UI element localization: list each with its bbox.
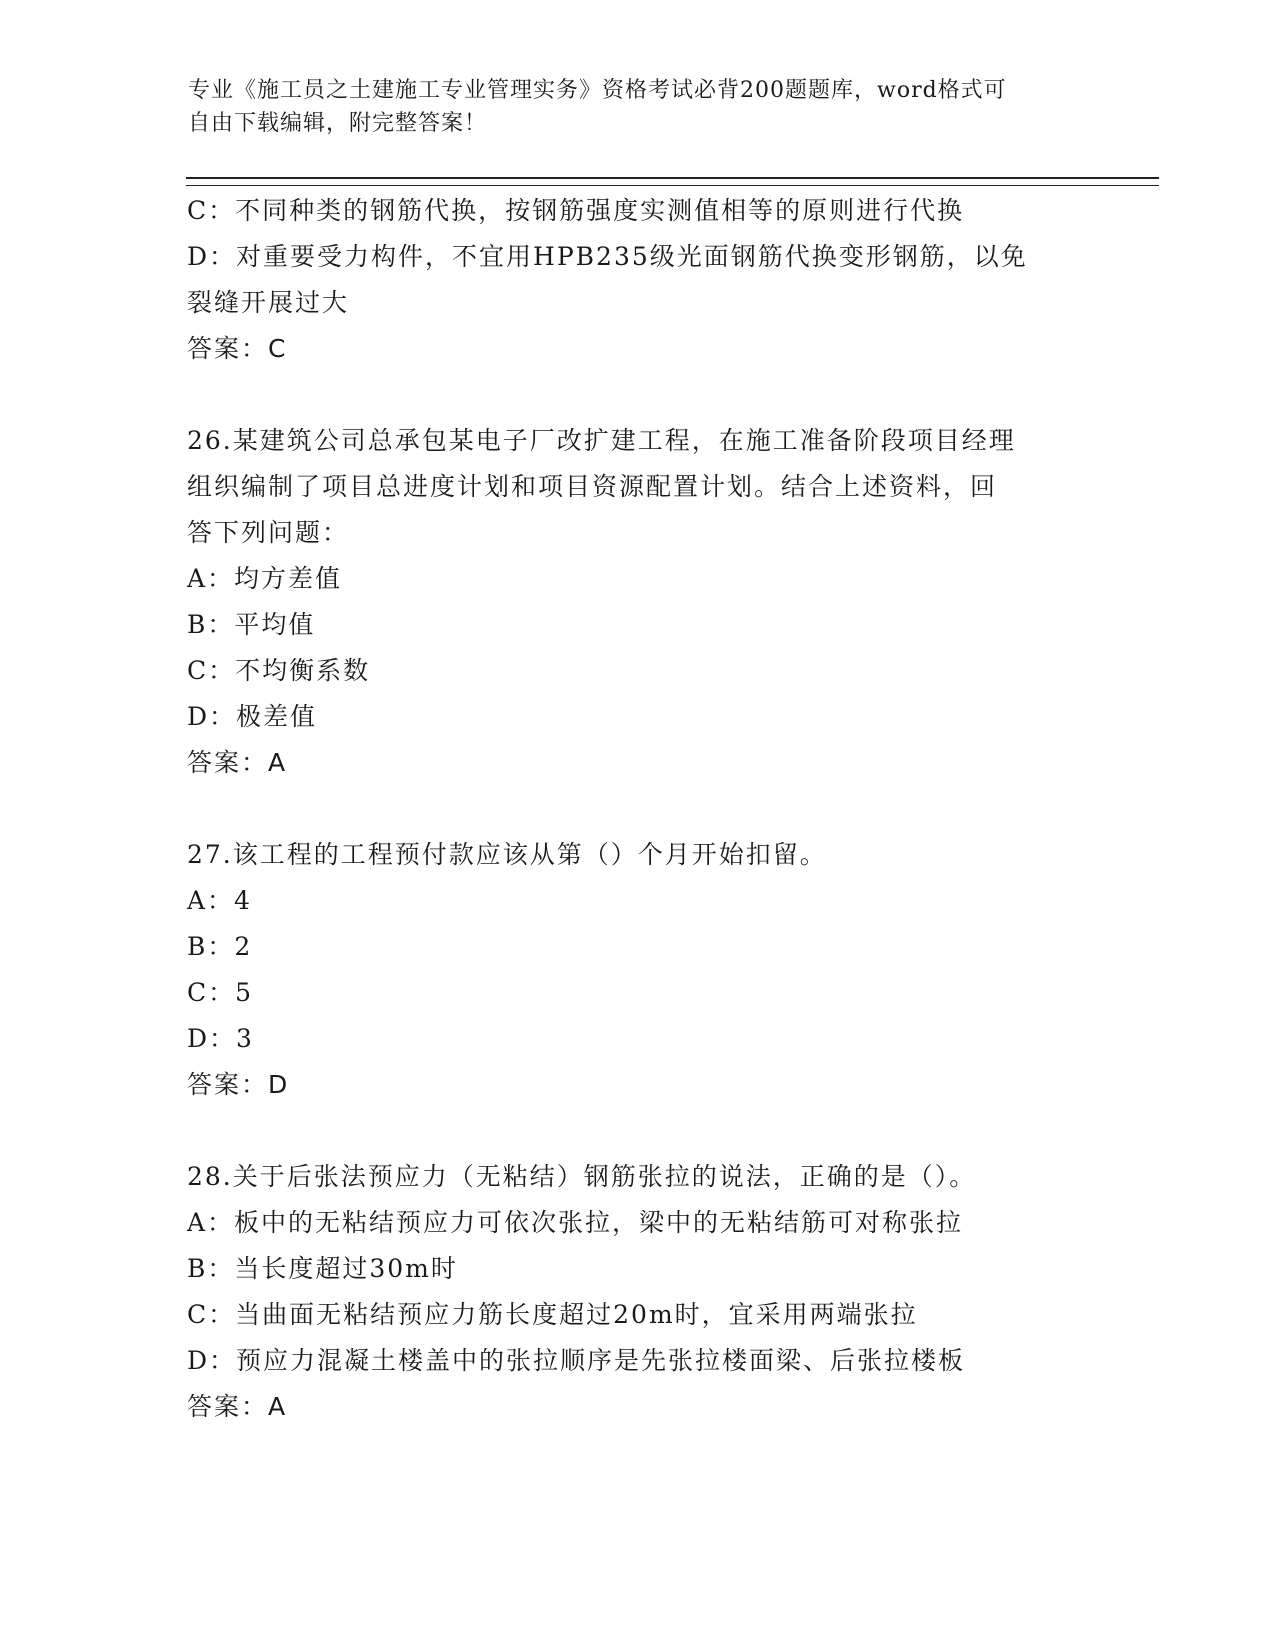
question-stem-line-3: 答下列问题： [187, 518, 350, 547]
spacer [187, 1108, 1087, 1154]
header-divider [186, 177, 1159, 186]
option-c: C：当曲面无粘结预应力筋长度超过20m时，宜采用两端张拉 [187, 1300, 918, 1329]
header-title-line-2: 自由下载编辑，附完整答案！ [188, 111, 488, 136]
question-stem: 28.关于后张法预应力（无粘结）钢筋张拉的说法，正确的是（）。 [187, 1162, 977, 1191]
question-26-block [187, 418, 1087, 786]
option-c: C：不均衡系数 [187, 656, 371, 685]
option-b: B：2 [187, 932, 253, 961]
answer: 答案：A [187, 1392, 288, 1421]
option-a: A：4 [187, 886, 252, 915]
option-d: D：3 [187, 1024, 254, 1053]
question-stem: 27.该工程的工程预付款应该从第（）个月开始扣留。 [187, 840, 827, 869]
option-b: B：当长度超过30m时 [187, 1254, 458, 1283]
option-c: C：5 [187, 978, 254, 1007]
option-d-line-2: 裂缝开展过大 [187, 288, 350, 317]
option-c: C：不同种类的钢筋代换，按钢筋强度实测值相等的原则进行代换 [187, 196, 965, 225]
question-stem-line-1: 26.某建筑公司总承包某电子厂改扩建工程，在施工准备阶段项目经理 [187, 426, 1016, 455]
option-b: B：平均值 [187, 610, 316, 639]
page-header [188, 74, 1088, 140]
option-d-line-1: D：对重要受力构件，不宜用HPB235级光面钢筋代换变形钢筋，以免 [187, 242, 1028, 271]
spacer [187, 372, 1087, 418]
question-27-block [187, 832, 1087, 1108]
option-a: A：均方差值 [187, 564, 343, 593]
answer: 答案：A [187, 748, 288, 777]
question-stem-line-2: 组织编制了项目总进度计划和项目资源配置计划。结合上述资料，回 [187, 472, 998, 501]
answer: 答案：C [187, 334, 288, 363]
option-d: D：极差值 [187, 702, 318, 731]
prev-question-block [187, 188, 1087, 372]
spacer [187, 786, 1087, 832]
answer: 答案：D [187, 1070, 290, 1099]
question-28-block [187, 1154, 1087, 1430]
header-title-line-1: 专业《施工员之土建施工专业管理实务》资格考试必背200题题库，word格式可 [188, 78, 1007, 103]
question-content [187, 188, 1087, 1430]
option-a: A：板中的无粘结预应力可依次张拉，梁中的无粘结筋可对称张拉 [187, 1208, 964, 1237]
option-d: D：预应力混凝土楼盖中的张拉顺序是先张拉楼面梁、后张拉楼板 [187, 1346, 966, 1375]
